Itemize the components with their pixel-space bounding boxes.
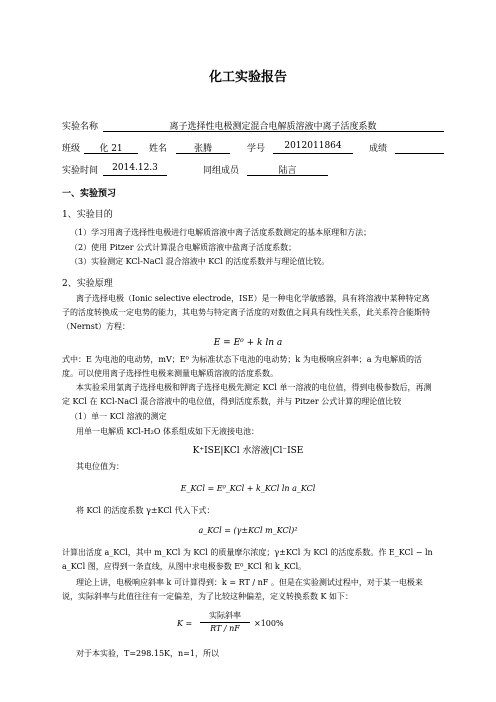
activity-explanation: 计算出活度 a_KCl，其中 m_KCl 为 KCl 的质量摩尔浓度；γ±KCl 为 KCl 的活度系数。作 E_KCl − ln a_KCl 图，应得到一条直线，从图中求电极参数 E⁰_KCl 和 k_KCl。 (62, 548, 433, 571)
single-kcl-heading: （1）单一 KCl 溶液的测定 (70, 412, 167, 421)
id-value: 2012011864 (284, 141, 342, 151)
k-lhs: K = (177, 619, 193, 628)
activity-intro: 将 KCl 的活度系数 γ±KCl 代入下式： (76, 506, 215, 515)
activity-equation: a_KCl = (γ±KCl m_KCl)² (198, 526, 298, 535)
goal-item: （2）使用 Pitzer 公式计算混合电解质溶液中盐离子活度系数； (70, 243, 297, 252)
name-value: 张腾 (193, 144, 212, 154)
goal-item: （1）学习用离子选择性电极进行电解质溶液中离子活度系数测定的基本原理和方法； (70, 228, 372, 237)
exp-name-label: 实验名称 (62, 122, 99, 132)
nernst-equation: E = E⁰ + k ln a (213, 338, 283, 348)
time-underline (103, 175, 167, 176)
time-label: 实验时间 (62, 166, 99, 176)
subsection-principle: 2、实验原理 (62, 279, 113, 289)
name-underline (176, 153, 230, 154)
slope-paragraph: 理论上讲，电极响应斜率 k 可计算得到：k = RT / nF 。但是在实验测试过程中，对于某一电极来说，实际斜率与此值往往有一定偏差，为了比较这种偏差，定义转换系数 K 如下： (62, 578, 423, 601)
page-title: 化工实验报告 (208, 70, 287, 85)
subsection-goals: 1、实验目的 (62, 210, 113, 220)
cell-intro: 用单一电解质 KCl-H₂O 体系组成如下无液接电池： (76, 427, 259, 436)
group-label: 同组成员 (203, 166, 240, 176)
exp-name-underline (103, 131, 444, 132)
id-label: 学号 (247, 144, 266, 154)
method-paragraph: 本实验采用氯离子选择电极和钾离子选择电极先测定 KCl 单一溶液的电位值，得到电极参数后，再测定 KCl 在 KCl-NaCl 混合溶液中的电位值，得到活度系数，并与 Pitzer 公式计算的理论值比较 (62, 383, 432, 406)
goal-item: （3）实验测定 KCl-NaCl 混合溶液中 KCl 的活度系数并与理论值比较。 (70, 257, 330, 266)
potential-intro: 其电位值为： (76, 462, 124, 471)
k-rhs: ×100% (254, 619, 284, 628)
symbol-definitions: 式中：E 为电池的电动势，mV；E⁰ 为标准状态下电池的电动势；k 为电极响应斜率；a 为电解质的活度。可以使用离子选择性电极来测量电解质溶液的活度系数。 (62, 355, 423, 378)
class-underline (84, 153, 138, 154)
class-label: 班级 (62, 144, 81, 154)
fraction-numerator: 实际斜率 (209, 611, 241, 620)
class-value: 化 21 (99, 144, 123, 154)
conditions-text: 对于本实验，T=298.15K，n=1，所以 (76, 649, 219, 658)
name-label: 姓名 (149, 144, 168, 154)
potential-equation: E_KCl = E⁰_KCl + k_KCl ln a_KCl (180, 484, 316, 493)
time-value: 2014.12.3 (112, 163, 158, 173)
principle-paragraph: 离子选择电极（Ionic selective electrode，ISE）是一种电化学敏感器，具有将溶液中某种特定离子的活度转换成一定电势的能力，其电势与特定离子活度的对数值之间具有线性关系，此关系符合能斯特（Nernst）方程： (62, 294, 430, 331)
grade-label: 成绩 (369, 144, 388, 154)
id-underline (273, 153, 353, 154)
fraction-denominator: RT / nF (210, 624, 240, 633)
fraction-line (200, 622, 250, 623)
section-heading: 一、实验预习 (62, 189, 117, 199)
grade-underline (395, 153, 444, 154)
group-value: 陆言 (278, 166, 297, 176)
exp-name-value: 离子选择性电极测定混合电解质溶液中离子活度系数 (169, 122, 377, 132)
group-underline (247, 175, 328, 176)
cell-notation: K⁺ISE|KCl 水溶液|Cl⁻ISE (192, 446, 304, 456)
